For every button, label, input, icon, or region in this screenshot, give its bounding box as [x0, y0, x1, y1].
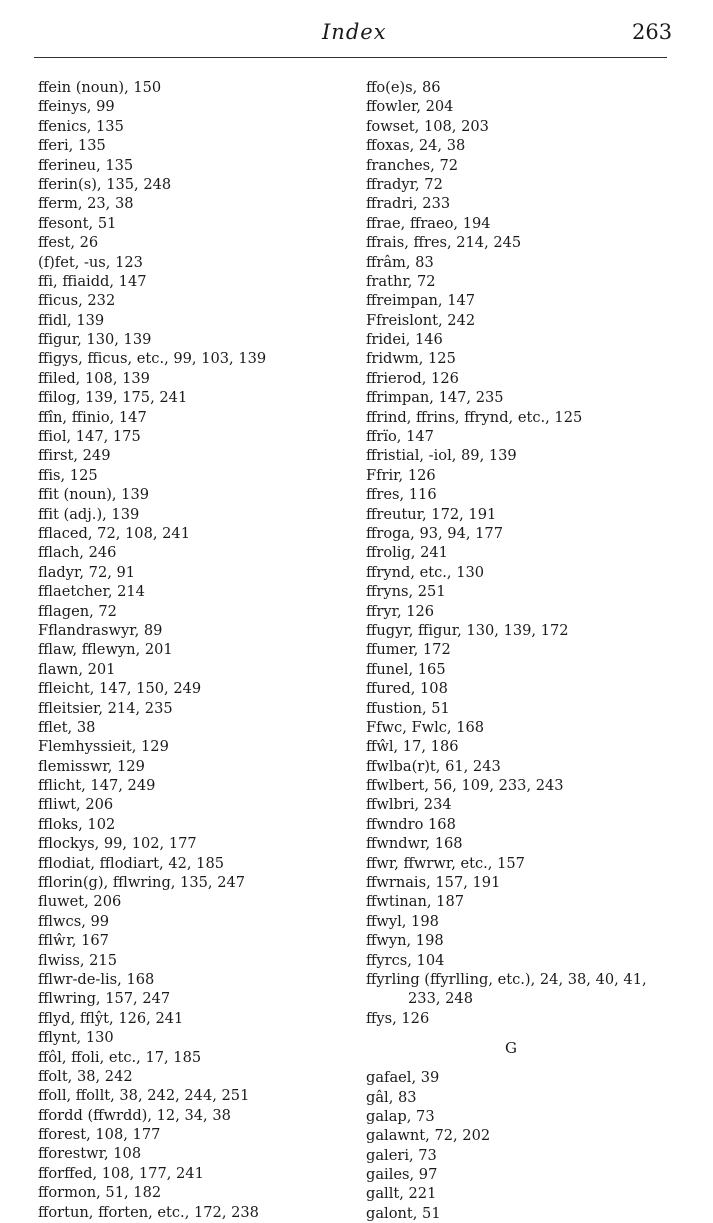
index-entry: (f)fet, -us, 123: [38, 253, 143, 271]
index-entry: ffrae, ffraeo, 194: [366, 214, 491, 232]
running-title: Index: [322, 20, 387, 44]
index-entry: ffroga, 93, 94, 177: [366, 524, 504, 542]
index-entry: galeri, 73: [366, 1146, 437, 1164]
index-entry: ffwndwr, 168: [366, 835, 463, 853]
index-entry: ffres, 116: [366, 486, 437, 504]
index-entry: ffein (noun), 150: [38, 79, 162, 96]
index-entry: ffradyr, 72: [366, 175, 443, 193]
index-entry: ffesont, 51: [38, 214, 117, 232]
index-entry: ffwlbri, 234: [366, 796, 452, 814]
index-entry: fowset, 108, 203: [366, 117, 489, 135]
index-entry: ffwndro 168: [366, 815, 456, 833]
index-entry: ffilog, 139, 175, 241: [38, 389, 188, 407]
index-entry: ffowler, 204: [366, 98, 454, 116]
index-entry: ffwlbert, 56, 109, 233, 243: [366, 777, 564, 795]
index-entry: ffit (adj.), 139: [38, 505, 140, 523]
index-entry: ffit (noun), 139: [38, 486, 150, 504]
index-entry: ffumer, 172: [366, 641, 451, 659]
index-entry: fflorin(g), fflwring, 135, 247: [38, 874, 246, 892]
section-letter-heading: G: [505, 1039, 517, 1058]
index-entry: ffured, 108: [366, 680, 448, 698]
index-entry: ffîn, ffinio, 147: [38, 408, 147, 426]
index-entry: ffoll, ffollt, 38, 242, 244, 251: [38, 1087, 250, 1105]
index-entry: 233, 248: [408, 990, 473, 1008]
index-entry: ffryns, 251: [366, 583, 446, 601]
index-entry: fflet, 38: [38, 718, 96, 736]
index-entry: ffrierod, 126: [366, 369, 459, 387]
index-entry: Ffwc, Fwlc, 168: [366, 718, 485, 736]
index-entry: fluwet, 206: [38, 893, 122, 911]
index-entry: ffolt, 38, 242: [38, 1067, 133, 1085]
index-entry: frathr, 72: [366, 272, 436, 290]
index-entry: fridei, 146: [366, 331, 443, 349]
index-entry: Ffreislont, 242: [366, 311, 476, 329]
index-entry: Fflandraswyr, 89: [38, 621, 163, 639]
index-column-left: [38, 78, 358, 1222]
index-entry: ffugyr, ffigur, 130, 139, 172: [366, 621, 569, 639]
index-entry: ffreimpan, 147: [366, 292, 476, 310]
index-entry: ffrolig, 241: [366, 544, 448, 562]
index-entry: ffigur, 130, 139: [38, 331, 152, 349]
index-entry: fforestwr, 108: [38, 1145, 142, 1163]
page-header: [0, 18, 713, 52]
index-entry: ffustion, 51: [366, 699, 450, 717]
index-entry: ffloks, 102: [38, 815, 116, 833]
index-entry: fflwring, 157, 247: [38, 990, 171, 1008]
index-entry: fforest, 108, 177: [38, 1126, 161, 1144]
header-rule: [34, 57, 667, 58]
index-entry: ffrynd, etc., 130: [366, 563, 485, 581]
index-entry: fficus, 232: [38, 292, 116, 310]
index-entry: gâl, 83: [366, 1088, 417, 1106]
index-entry: ffyrcs, 104: [366, 951, 445, 969]
index-entry: ffis, 125: [38, 466, 98, 484]
index-entry: ffunel, 165: [366, 660, 446, 678]
index-entry: fflicht, 147, 249: [38, 777, 156, 795]
index-entry: fflwr-de-lis, 168: [38, 970, 155, 988]
index-entry: ffleitsier, 214, 235: [38, 699, 173, 717]
index-entry: gafael, 39: [366, 1069, 440, 1087]
index-entry: ffrimpan, 147, 235: [366, 389, 504, 407]
index-entry: fflach, 246: [38, 544, 117, 562]
index-entry: ffrïo, 147: [366, 428, 434, 446]
index-entry: ffwyn, 198: [366, 932, 444, 950]
index-entry: ffigys, fficus, etc., 99, 103, 139: [38, 350, 267, 368]
index-entry: fflagen, 72: [38, 602, 117, 620]
index-entry: ffliwt, 206: [38, 796, 114, 814]
index-entry: fflaced, 72, 108, 241: [38, 524, 191, 542]
index-entry: fferineu, 135: [38, 156, 134, 174]
index-entry: gailes, 97: [366, 1166, 438, 1184]
index-entry: fflaw, fflewyn, 201: [38, 641, 173, 659]
index-entry: fflodiat, fflodiart, 42, 185: [38, 854, 225, 872]
index-entry: fridwm, 125: [366, 350, 456, 368]
index-entry: ffordd (ffwrdd), 12, 34, 38: [38, 1106, 231, 1124]
index-entry: fflyd, fflŷt, 126, 241: [38, 1009, 184, 1027]
index-entry: ffeinys, 99: [38, 98, 115, 116]
index-entry: ffreutur, 172, 191: [366, 505, 497, 523]
index-entry: flemisswr, 129: [38, 757, 145, 775]
index-column-right: [366, 78, 686, 1223]
index-entry: franches, 72: [366, 156, 459, 174]
index-entry: ffi, ffiaidd, 147: [38, 272, 147, 290]
page-number: 263: [632, 20, 673, 44]
index-entry: fflaetcher, 214: [38, 583, 145, 601]
index-entry: ffo(e)s, 86: [366, 79, 441, 96]
index-entry: Flemhyssieit, 129: [38, 738, 169, 756]
index-entry: fflwcs, 99: [38, 912, 110, 930]
index-entry: fforffed, 108, 177, 241: [38, 1164, 204, 1182]
index-entry: ffrâm, 83: [366, 253, 434, 271]
index-entry: ffidl, 139: [38, 311, 105, 329]
index-entry: flwiss, 215: [38, 951, 118, 969]
index-entry: fferin(s), 135, 248: [38, 175, 172, 193]
index-entry: fflŵr, 167: [38, 932, 109, 950]
index-entry: ffwlba(r)t, 61, 243: [366, 757, 501, 775]
index-entry: fferi, 135: [38, 137, 106, 155]
index-entry: ffwyl, 198: [366, 912, 439, 930]
index-entry: ffortun, fforten, etc., 172, 238: [38, 1203, 259, 1221]
index-entry: ffys, 126: [366, 1009, 430, 1027]
index-entry: ffŵl, 17, 186: [366, 738, 459, 756]
index-entry: ffôl, ffoli, etc., 17, 185: [38, 1048, 202, 1066]
index-entry: ffryr, 126: [366, 602, 435, 620]
index-entry: galap, 73: [366, 1107, 435, 1125]
index-entry: galawnt, 72, 202: [366, 1127, 491, 1145]
index-entry: fladyr, 72, 91: [38, 563, 136, 581]
index-entry: gallt, 221: [366, 1185, 437, 1203]
index-entry: fflockys, 99, 102, 177: [38, 835, 197, 853]
index-entry: fformon, 51, 182: [38, 1184, 162, 1202]
index-entry: Ffrir, 126: [366, 466, 436, 484]
index-entry: ffyrling (ffyrlling, etc.), 24, 38, 40, 41,: [366, 970, 647, 988]
index-entry: ffest, 26: [38, 234, 99, 252]
index-entry: ffristial, -iol, 89, 139: [366, 447, 517, 465]
index-entry: ffradri, 233: [366, 195, 451, 213]
index-entry: ffrind, ffrins, ffrynd, etc., 125: [366, 408, 583, 426]
index-entry: fflynt, 130: [38, 1029, 114, 1047]
index-entry: ffenics, 135: [38, 117, 124, 135]
index-entry: ffiol, 147, 175: [38, 428, 141, 446]
index-entry: ffrais, ffres, 214, 245: [366, 234, 522, 252]
index-entry: flawn, 201: [38, 660, 116, 678]
index-entry: ffwr, ffwrwr, etc., 157: [366, 854, 525, 872]
index-entry: ffirst, 249: [38, 447, 111, 465]
index-entry: ffiled, 108, 139: [38, 369, 150, 387]
index-entry: fferm, 23, 38: [38, 195, 134, 213]
index-entry: ffleicht, 147, 150, 249: [38, 680, 202, 698]
index-entry: galont, 51: [366, 1204, 441, 1222]
index-entry: ffoxas, 24, 38: [366, 137, 466, 155]
index-entry: ffwtinan, 187: [366, 893, 465, 911]
index-entry: ffwrnais, 157, 191: [366, 874, 501, 892]
